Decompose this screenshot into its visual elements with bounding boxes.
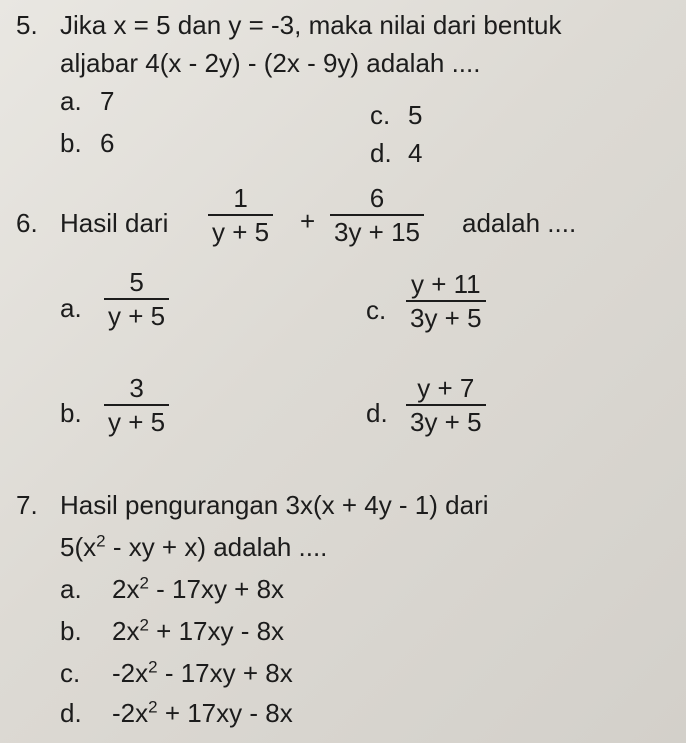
option-fraction	[406, 270, 486, 332]
expr-rest: - xy + x) adalah ....	[105, 532, 328, 562]
fraction-numerator: 3	[129, 373, 144, 403]
fraction-numerator: 6	[369, 183, 385, 213]
expr-base: -2x	[112, 658, 149, 688]
option-fraction	[406, 374, 486, 436]
question-text-line-1: Hasil pengurangan 3x(x + 4y - 1) dari	[60, 490, 489, 520]
question-number: 6.	[16, 208, 38, 238]
option-value: 7	[100, 86, 115, 116]
question-text-line-2: aljabar 4(x - 2y) - (2x - 9y) adalah ....	[60, 48, 481, 78]
question-number: 7.	[16, 490, 38, 520]
option-letter: a.	[60, 574, 82, 604]
plus-sign: +	[300, 206, 316, 236]
option-letter: d.	[370, 138, 392, 168]
option-expression	[112, 658, 293, 688]
fraction-denominator: y + 5	[208, 214, 273, 246]
option-letter: c.	[366, 295, 387, 325]
option-letter: a.	[60, 293, 82, 323]
option-letter: b.	[60, 616, 82, 646]
expr-exponent: 2	[139, 573, 149, 593]
expr-rest: - 17xy + 8x	[148, 574, 285, 604]
expr-rest: + 17xy - 8x	[157, 698, 293, 728]
fraction-denominator: 3y + 15	[330, 214, 424, 246]
option-letter: b.	[60, 398, 82, 428]
fraction-numerator: y + 7	[417, 373, 475, 403]
option-letter: c.	[60, 658, 81, 688]
option-fraction	[104, 374, 169, 436]
option-letter: d.	[60, 698, 82, 728]
expr-exponent: 2	[148, 657, 158, 677]
option-expression	[112, 616, 284, 646]
expr-base: -2x	[112, 698, 149, 728]
question-prefix: Hasil dari	[60, 208, 169, 238]
option-fraction	[104, 268, 169, 330]
expr-exponent: 2	[148, 697, 158, 717]
fraction-numerator: y + 11	[410, 269, 481, 299]
fraction-term-1	[208, 184, 273, 246]
fraction-denominator: 3y + 5	[406, 300, 486, 332]
option-letter: c.	[370, 100, 391, 130]
fraction-denominator: y + 5	[104, 404, 169, 436]
expr-base: 5(x	[60, 532, 97, 562]
question-suffix: adalah ....	[462, 208, 577, 238]
fraction-numerator: 1	[233, 183, 248, 213]
expr-exponent: 2	[139, 615, 149, 635]
fraction-denominator: y + 5	[104, 298, 169, 330]
expr-base: 2x	[112, 574, 140, 604]
option-letter: b.	[60, 128, 82, 158]
question-number: 5.	[16, 10, 38, 40]
option-value: 6	[100, 128, 115, 158]
option-value: 5	[408, 100, 423, 130]
expr-exponent: 2	[96, 531, 106, 551]
expr-rest: - 17xy + 8x	[157, 658, 293, 688]
option-letter: a.	[60, 86, 82, 116]
fraction-term-2	[330, 184, 424, 246]
option-expression	[112, 698, 293, 728]
option-letter: d.	[366, 398, 388, 428]
fraction-denominator: 3y + 5	[406, 404, 486, 436]
option-value: 4	[408, 138, 423, 168]
question-text-line-1: Jika x = 5 dan y = -3, maka nilai dari bentuk	[60, 10, 562, 40]
option-expression	[112, 574, 284, 604]
question-text-line-2	[60, 532, 327, 562]
expr-base: 2x	[112, 616, 140, 646]
fraction-numerator: 5	[129, 267, 144, 297]
expr-rest: + 17xy - 8x	[148, 616, 285, 646]
